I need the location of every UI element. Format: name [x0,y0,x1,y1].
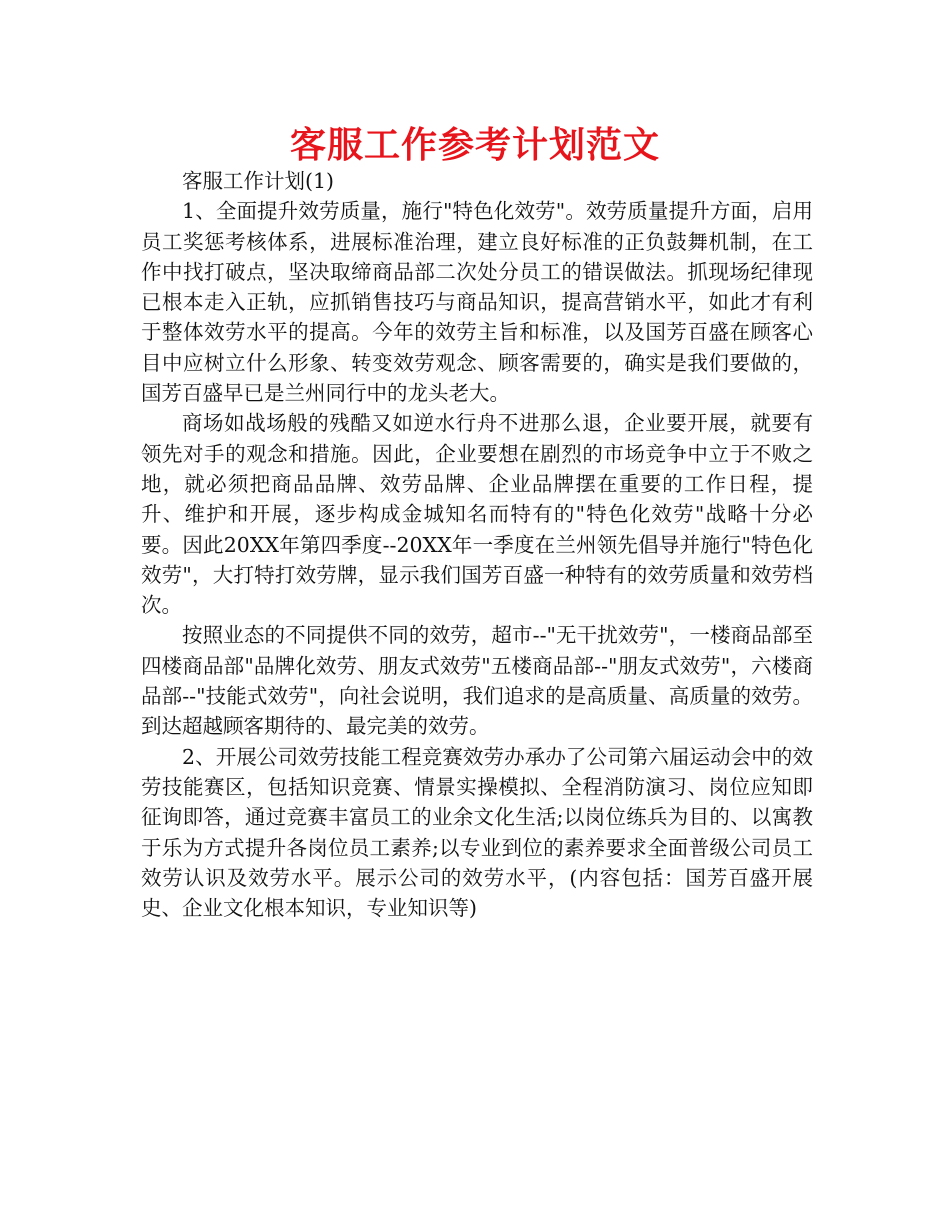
section-subtitle: 客服工作计划(1) [182,169,335,193]
paragraph-4: 2、开展公司效劳技能工程竞赛效劳办承办了公司第六届运动会中的效劳技能赛区，包括知识竞赛、情景实操模拟、全程消防演习、岗位应知即征询即答，通过竞赛丰富员工的业余文化生活;以岗位练兵为目的、以寓教于乐为方式提升各岗位员工素养;以专业到位的素养要求全面普级公司员工效劳认识及效劳水平。展示公司的效劳水平，(内容包括：国芳百盛开展史、企业文化根本知识，专业知识等) [141,744,813,921]
paragraph-2: 商场如战场般的残酷又如逆水行舟不进那么退，企业要开展，就要有领先对手的观念和措施。因此，企业要想在剧烈的市场竞争中立于不败之地，就必须把商品品牌、效劳品牌、企业品牌摆在重要的工作日程，提升、维护和开展，逐步构成金城知名而特有的"特色化效劳"战略十分必要。因此20XX年第四季度--20XX年一季度在兰州领先倡导并施行"特色化效劳"，大打特打效劳牌，显示我们国芳百盛一种特有的效劳质量和效劳档次。 [141,411,813,618]
document-body [141,166,813,923]
page-title: 客服工作参考计划范文 [289,125,660,166]
paragraph-3: 按照业态的不同提供不同的效劳，超市--"无干扰效劳"，一楼商品部至四楼商品部"品牌化效劳、朋友式效劳"五楼商品部--"朋友式效劳"，六楼商品部--"技能式效劳"，向社会说明，我们追求的是高质量、高质量的效劳。到达超越顾客期待的、最完美的效劳。 [141,623,813,739]
paragraph-1: 1、全面提升效劳质量，施行"特色化效劳"。效劳质量提升方面，启用员工奖惩考核体系，进展标准治理，建立良好标准的正负鼓舞机制，在工作中找打破点，坚决取缔商品部二次处分员工的错误做法。抓现场纪律现已根本走入正轨，应抓销售技巧与商品知识，提高营销水平，如此才有利于整体效劳水平的提高。今年的效劳主旨和标准，以及国芳百盛在顾客心目中应树立什么形象、转变效劳观念、顾客需要的，确实是我们要做的，国芳百盛早已是兰州同行中的龙头老大。 [141,199,813,406]
